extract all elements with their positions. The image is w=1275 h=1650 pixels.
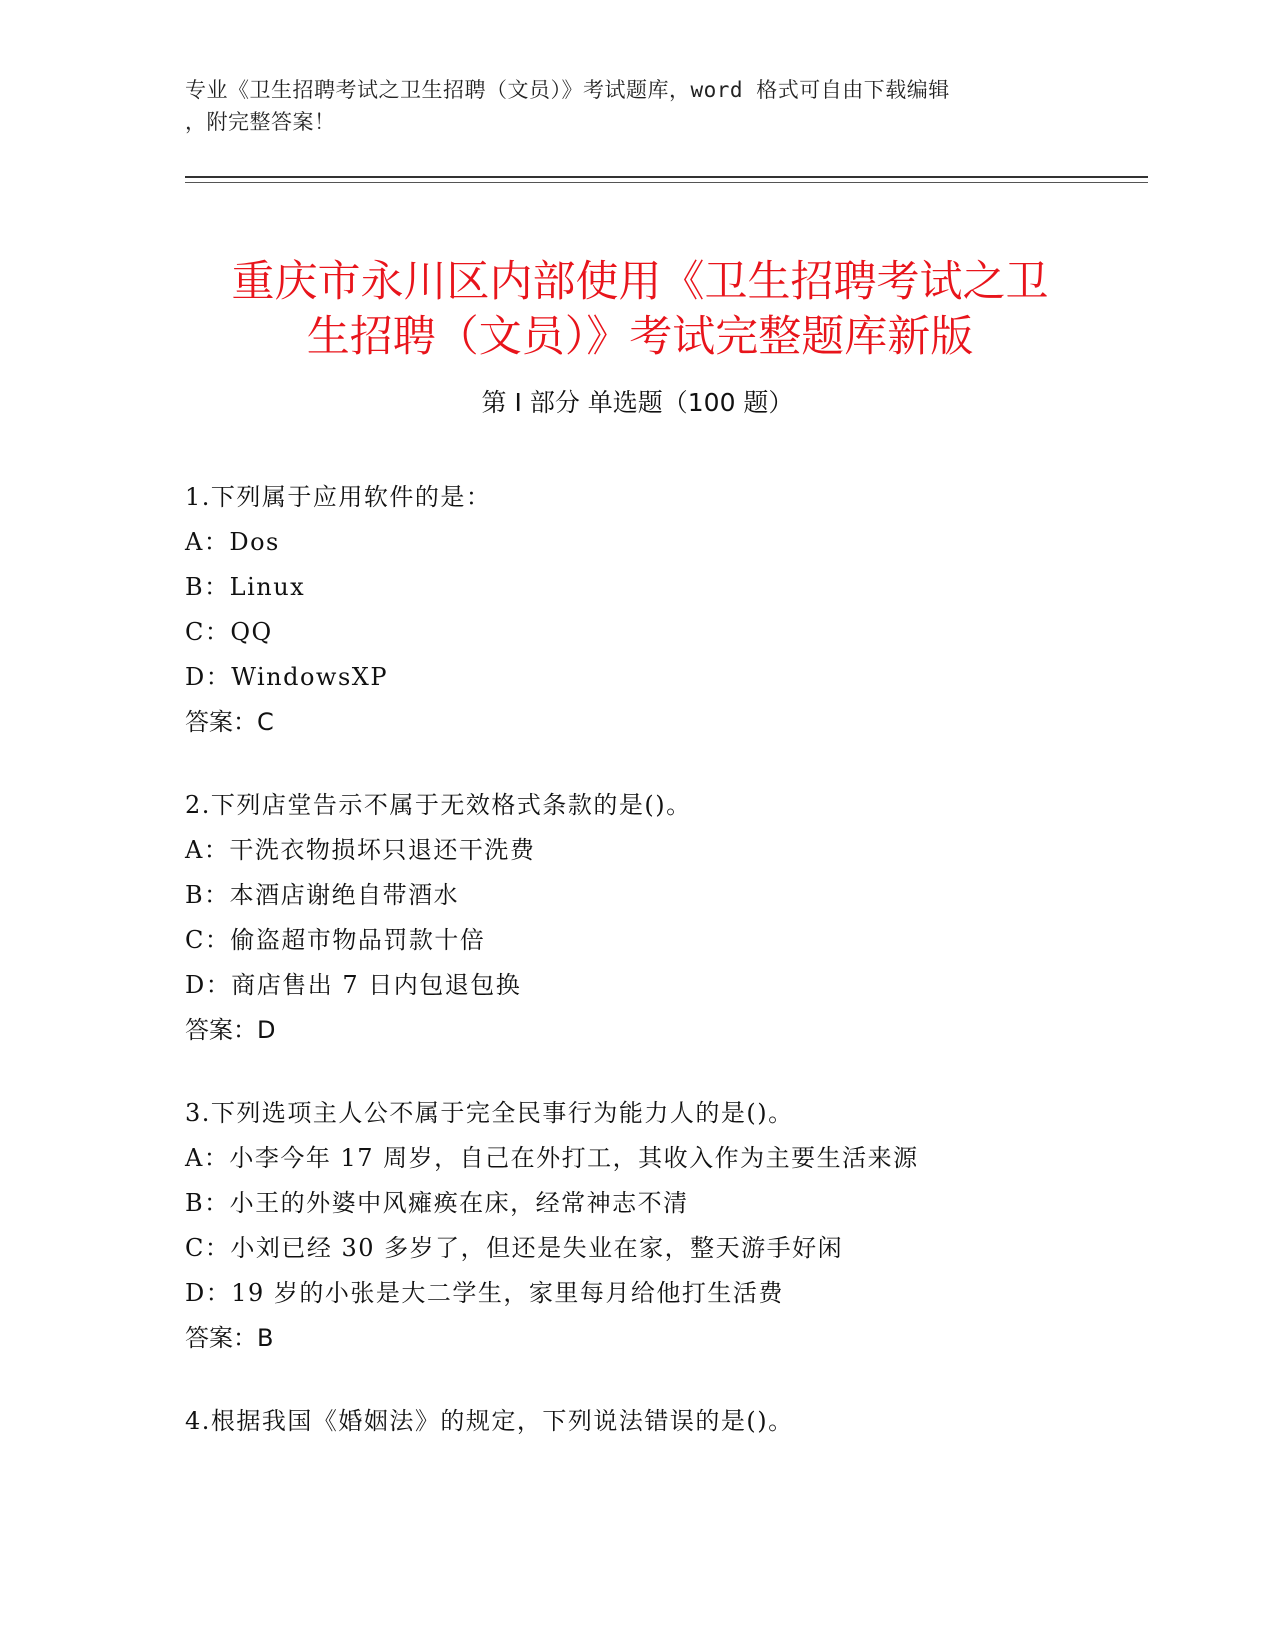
question-stem: 3.下列选项主人公不属于完全民事行为能力人的是()。: [185, 1099, 794, 1127]
answer: 答案：C: [185, 708, 274, 736]
header-note-line-1: 专业《卫生招聘考试之卫生招聘（文员）》考试题库，word 格式可自由下载编辑: [185, 78, 950, 102]
option-d: D：19 岁的小张是大二学生，家里每月给他打生活费: [185, 1279, 784, 1307]
header-note-line-2: ，附完整答案！: [185, 110, 336, 134]
option-c: C：小刘已经 30 多岁了，但还是失业在家，整天游手好闲: [185, 1234, 844, 1262]
question-stem: 2.下列店堂告示不属于无效格式条款的是()。: [185, 791, 692, 819]
answer: 答案：B: [185, 1324, 274, 1352]
option-c: C：QQ: [185, 618, 273, 646]
question-list: [185, 475, 1145, 1482]
option-a: A：小李今年 17 周岁，自己在外打工，其收入作为主要生活来源: [185, 1144, 919, 1172]
document-title: [160, 255, 1120, 365]
header-divider-thick: [185, 176, 1148, 178]
section-heading: 第 I 部分 单选题（100 题）: [481, 388, 794, 417]
option-b: B：小王的外婆中风瘫痪在床，经常神志不清: [185, 1189, 689, 1217]
question-stem: 1.下列属于应用软件的是：: [185, 483, 492, 511]
option-d: D：商店售出 7 日内包退包换: [185, 971, 522, 999]
document-title-line-2: 生招聘（文员）》考试完整题库新版: [306, 311, 974, 362]
question-1: [185, 475, 1145, 745]
question-4: [185, 1399, 1145, 1444]
option-b: B：Linux: [185, 573, 306, 601]
answer: 答案：D: [185, 1016, 276, 1044]
option-a: A：Dos: [185, 528, 280, 556]
option-b: B：本酒店谢绝自带酒水: [185, 881, 460, 909]
question-stem: 4.根据我国《婚姻法》的规定，下列说法错误的是()。: [185, 1407, 794, 1435]
header-divider-thin: [185, 182, 1148, 183]
option-c: C：偷盗超市物品罚款十倍: [185, 926, 486, 954]
header-note: [185, 74, 1065, 138]
document-title-line-1: 重庆市永川区内部使用《卫生招聘考试之卫: [231, 256, 1049, 307]
question-2: [185, 783, 1145, 1053]
question-3: [185, 1091, 1145, 1361]
option-a: A：干洗衣物损坏只退还干洗费: [185, 836, 536, 864]
option-d: D：WindowsXP: [185, 663, 389, 691]
